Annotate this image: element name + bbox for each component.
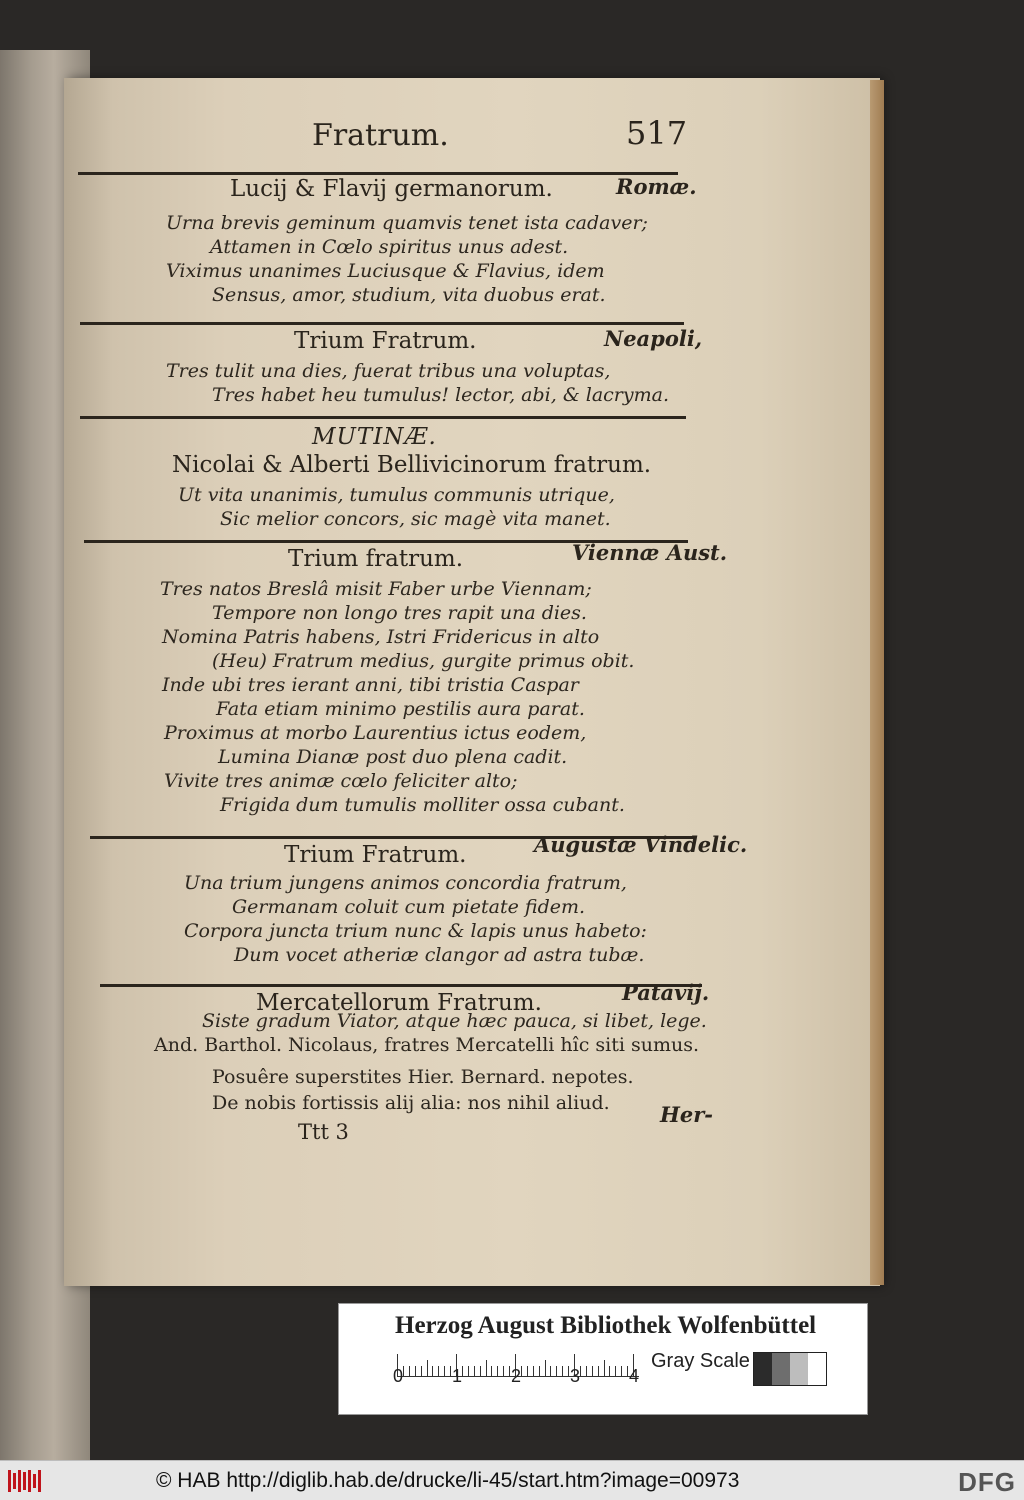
scale-digit: 2 <box>511 1366 522 1386</box>
verse-line: Vivite tres animæ cœlo feliciter alto; <box>164 770 518 792</box>
prose-line: And. Barthol. Nicolaus, fratres Mercatelli hîc siti sumus. <box>154 1034 699 1056</box>
verse-line: Una trium jungens animos concordia fratrum, <box>184 872 627 894</box>
gray-swatch <box>754 1353 772 1385</box>
ruler-tick <box>556 1366 557 1376</box>
ruler-tick <box>480 1366 481 1376</box>
verse-line: Fata etiam minimo pestilis aura parat. <box>216 698 585 720</box>
ruler-tick <box>450 1366 451 1376</box>
credit-link[interactable]: © HAB http://diglib.hab.de/drucke/li-45/start.htm?image=00973 <box>156 1469 740 1492</box>
section-title: Trium fratrum. <box>288 546 464 572</box>
section-title: Trium Fratrum. <box>284 842 467 868</box>
hab-logo-icon <box>8 1470 44 1492</box>
ruler-tick <box>568 1366 569 1376</box>
verse-line: Tres habet heu tumulus! lector, abi, & lacryma. <box>212 384 670 406</box>
ruler-tick <box>491 1366 492 1376</box>
verse-line: Viximus unanimes Luciusque & Flavius, idem <box>166 260 605 282</box>
scale-digit: 4 <box>629 1366 640 1386</box>
section-place: Romæ. <box>616 174 697 199</box>
ruler-tick <box>474 1366 475 1376</box>
verse-line: Attamen in Cœlo spiritus unus adest. <box>210 236 569 258</box>
gray-scale-swatches <box>753 1352 827 1386</box>
ruler-tick <box>615 1366 616 1376</box>
ruler-tick <box>609 1366 610 1376</box>
ruler-tick <box>580 1366 581 1376</box>
dfg-logo: DFG <box>958 1467 1016 1497</box>
gray-swatch <box>790 1353 808 1385</box>
scale-digit: 0 <box>393 1366 404 1386</box>
verse-line: Tres tulit una dies, fuerat tribus una voluptas, <box>166 360 611 382</box>
library-name: Herzog August Bibliothek Wolfenbüttel <box>395 1312 817 1339</box>
verse-line: Nomina Patris habens, Istri Fridericus in alto <box>162 626 600 648</box>
verse-line: Sensus, amor, studium, vita duobus erat. <box>212 284 606 306</box>
ruler-tick <box>550 1366 551 1376</box>
ruler-tick <box>509 1366 510 1376</box>
ruler-tick <box>432 1366 433 1376</box>
section-title: Nicolai & Alberti Bellivicinorum fratrum. <box>172 452 652 478</box>
verse-line: Ut vita unanimis, tumulus communis utrique, <box>178 484 615 506</box>
page-fore-edge <box>870 80 884 1285</box>
ruler-tick <box>415 1366 416 1376</box>
catchword: Her- <box>660 1102 713 1127</box>
ruler-tick <box>545 1360 546 1376</box>
ruler-tick <box>403 1366 404 1376</box>
section-divider <box>100 984 702 987</box>
ruler-tick <box>421 1366 422 1376</box>
verse-line: Siste gradum Viator, atque hæc pauca, si libet, lege. <box>202 1010 707 1032</box>
verse-line: Proximus at morbo Laurentius ictus eodem, <box>164 722 587 744</box>
signature-mark: Ttt 3 <box>298 1120 349 1144</box>
verse-line: Tres natos Breslâ misit Faber urbe Viennam; <box>160 578 592 600</box>
scale-digit: 1 <box>452 1366 463 1386</box>
section-place: Augustæ Vindelic. <box>534 832 748 857</box>
section-place: Patavij. <box>622 980 710 1005</box>
verse-line: Tempore non longo tres rapit una dies. <box>212 602 587 624</box>
verse-line: (Heu) Fratrum medius, gurgite primus obit. <box>212 650 635 672</box>
ruler-tick <box>627 1366 628 1376</box>
section-divider <box>80 322 684 325</box>
ruler-tick <box>533 1366 534 1376</box>
section-title: Mercatellorum Fratrum. <box>256 990 542 1016</box>
ruler-tick <box>486 1360 487 1376</box>
gray-scale-label: Gray Scale <box>651 1350 750 1372</box>
section-title: Lucij & Flavij germanorum. <box>230 176 553 202</box>
verse-line: Germanam coluit cum pietate fidem. <box>232 896 586 918</box>
ruler-tick <box>562 1366 563 1376</box>
section-place: Neapoli, <box>604 326 703 351</box>
running-title: Fratrum. <box>312 118 449 153</box>
verse-line: Sic melior concors, sic magè vita manet. <box>220 508 611 530</box>
ruler-tick <box>444 1366 445 1376</box>
section-place: Viennæ Aust. <box>572 540 728 565</box>
verse-line: Urna brevis geminum quamvis tenet ista cadaver; <box>166 212 648 234</box>
prose-line: De nobis fortissis alij alia: nos nihil aliud. <box>212 1092 610 1114</box>
gray-swatch <box>772 1353 790 1385</box>
ruler-tick <box>521 1366 522 1376</box>
city-heading: MUTINÆ. <box>312 424 437 450</box>
ruler-tick <box>598 1366 599 1376</box>
verse-line: Inde ubi tres ierant anni, tibi tristia Caspar <box>162 674 579 696</box>
ruler-tick <box>427 1360 428 1376</box>
section-title: Trium Fratrum. <box>294 328 477 354</box>
gray-swatch <box>808 1353 826 1385</box>
ruler-tick <box>527 1366 528 1376</box>
section-divider <box>80 416 686 419</box>
ruler-tick <box>503 1366 504 1376</box>
ruler-tick <box>621 1366 622 1376</box>
footer-bar <box>0 1460 1024 1500</box>
ruler-tick <box>462 1366 463 1376</box>
prose-line: Posuêre superstites Hier. Bernard. nepotes. <box>212 1066 634 1088</box>
ruler-tick <box>604 1360 605 1376</box>
ruler-tick <box>438 1366 439 1376</box>
ruler-tick <box>539 1366 540 1376</box>
ruler-tick <box>409 1366 410 1376</box>
ruler-tick <box>586 1366 587 1376</box>
scale-digit: 3 <box>570 1366 581 1386</box>
verse-line: Lumina Dianæ post duo plena cadit. <box>218 746 568 768</box>
verse-line: Corpora juncta trium nunc & lapis unus habeto: <box>184 920 647 942</box>
library-color-scale-label <box>338 1303 868 1415</box>
ruler-tick <box>592 1366 593 1376</box>
header-rule <box>78 172 678 175</box>
verse-line: Frigida dum tumulis molliter ossa cubant. <box>220 794 625 816</box>
verse-line: Dum vocet atheriæ clangor ad astra tubæ. <box>234 944 645 966</box>
ruler-tick <box>468 1366 469 1376</box>
ruler-tick <box>497 1366 498 1376</box>
page-number: 517 <box>626 114 688 152</box>
